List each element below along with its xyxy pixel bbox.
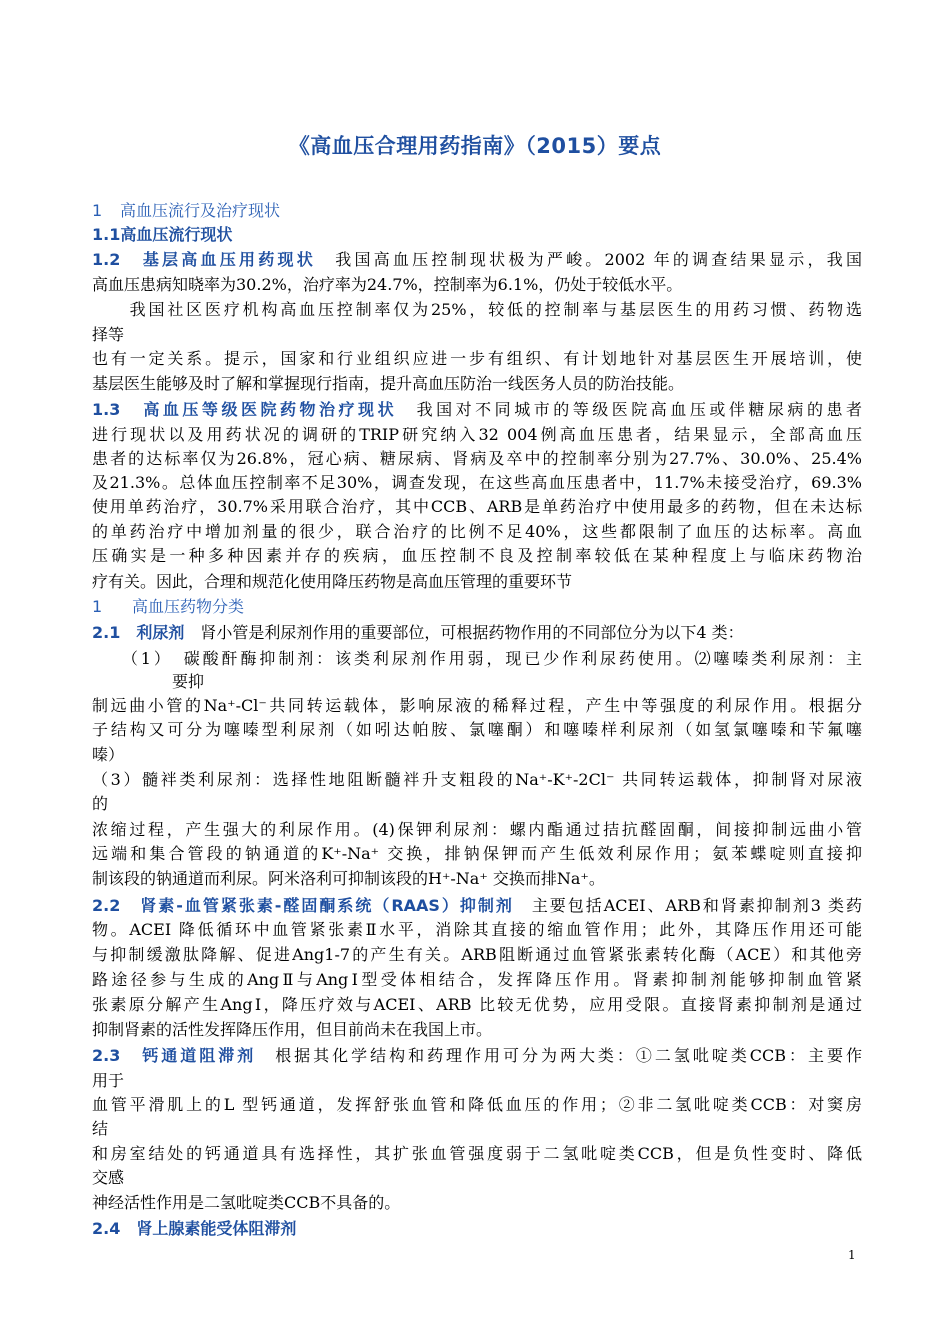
paragraph-text: 基层医生能够及时了解和掌握现行指南，提升高血压防治一线医务人员的防治技能。 xyxy=(92,374,685,393)
text-line-l2-2f xyxy=(92,1018,862,1042)
paragraph-text: 主要包括ACEI、ARB和肾素抑制剂3 类药 xyxy=(513,896,862,915)
page-number: 1 xyxy=(848,1248,856,1262)
paragraph-text: 使用单药治疗，30.7%采用联合治疗，其中CCB、ARB是单药治疗中使用最多的药物，但在未达标 xyxy=(92,497,862,516)
paragraph-text: 用于 xyxy=(92,1071,125,1090)
text-line-l1-3b xyxy=(92,423,862,447)
paragraph-text: 制远曲小管的Na⁺-Cl⁻共同转运载体，影响尿液的稀释过程，产生中等强度的利尿作用。根据分 xyxy=(92,696,862,715)
text-line-l1-3e xyxy=(92,495,862,519)
document-title: 《高血压合理用药指南》（2015）要点 xyxy=(288,134,662,158)
paragraph-text: 肾小管是利尿剂作用的重要部位，可根据药物作用的不同部位分为以下4 类： xyxy=(184,623,744,642)
text-line-l2-1j xyxy=(92,842,862,866)
section-title: 高血压流行及治疗现状 xyxy=(120,201,281,220)
paragraph-text: 的单药治疗中增加剂量的很少，联合治疗的比例不足40%，这些都限制了血压的达标率。高血 xyxy=(92,522,862,541)
paragraph-text: 制该段的钠通道而利尿。阿米洛利可抑制该段的H⁺-Na⁺ 交换而排Na⁺。 xyxy=(92,869,605,888)
paragraph-text: （3）髓袢类利尿剂：选择性地阻断髓袢升支粗段的Na⁺-K⁺-2Cl⁻ 共同转运载体，抑制肾对尿液 xyxy=(92,770,862,789)
section-number: 1 xyxy=(92,597,103,616)
paragraph-text: 患者的达标率仅为26.8%，冠心病、糖尿病、肾病及卒中的控制率分别为27.7%、30.0%、25.4% xyxy=(92,449,862,468)
text-line-l1-3g xyxy=(92,544,862,568)
paragraph-text: 的 xyxy=(92,794,109,813)
subsection-heading: 1.2 基层高血压用药现状 xyxy=(92,250,316,269)
text-line-l2-1b xyxy=(92,647,862,671)
text-line-l2-1h xyxy=(92,792,862,816)
paragraph-text: 血管平滑肌上的L 型钙通道，发挥舒张血管和降低血压的作用；②非二氢吡啶类CCB：对窦房 xyxy=(92,1095,862,1114)
subsection-heading: 2.4 肾上腺素能受体阻滞剂 xyxy=(92,1219,297,1238)
section-title: 高血压流行现状 xyxy=(120,225,233,244)
paragraph-text: 浓缩过程，产生强大的利尿作用。(4)保钾利尿剂：螺内酯通过拮抗醛固酮，间接抑制远曲小管 xyxy=(92,820,862,839)
paragraph-text: 抑制肾素的活性发挥降压作用，但目前尚未在我国上市。 xyxy=(92,1020,493,1039)
text-line-l2-2e xyxy=(92,993,862,1017)
paragraph-text: 物。ACEI 降低循环中血管紧张素Ⅱ水平，消除其直接的缩血管作用；此外，其降压作用还可能 xyxy=(92,920,862,939)
text-line-l2-2b xyxy=(92,918,862,942)
text-line-l2-3c xyxy=(92,1093,862,1117)
text-line-l2-3e xyxy=(92,1142,862,1166)
text-line-l2-3g xyxy=(92,1191,862,1215)
text-line-l2-1k xyxy=(92,867,862,891)
text-line-l2-3d xyxy=(92,1117,862,1141)
text-line-l1-2b xyxy=(92,273,862,297)
text-line-l1-2a xyxy=(92,248,862,272)
text-line-l1-3d xyxy=(92,471,862,495)
text-line-l1-2e xyxy=(92,347,862,371)
section-title: 高血压药物分类 xyxy=(132,597,245,616)
paragraph-text: 我国高血压控制现状极为严峻。2002 年的调查结果显示，我国 xyxy=(315,250,862,269)
text-line-l1-3a xyxy=(92,398,862,422)
paragraph-text: 及21.3%。总体血压控制率不足30%，调查发现，在这些高血压患者中，11.7%未接受治疗，69.3% xyxy=(92,473,862,492)
paragraph-text: 压确实是一种多种因素并存的疾病，血压控制不良及控制率较低在某种程度上与临床药物治 xyxy=(92,546,862,565)
paragraph-text: 路途径参与生成的AngⅡ与AngⅠ型受体相结合，发挥降压作用。肾素抑制剂能够抑制血管紧 xyxy=(92,970,862,989)
text-line-l2-1e xyxy=(92,718,862,742)
text-line-l2-1g xyxy=(92,768,862,792)
paragraph-text: 远端和集合管段的钠通道的K⁺-Na⁺ 交换，排钠保钾而产生低效利尿作用；氨苯蝶啶则直接抑 xyxy=(92,844,862,863)
text-line-l1-2c xyxy=(92,298,862,322)
section-heading-s1-1 xyxy=(92,223,862,247)
text-line-l2-2d xyxy=(92,968,862,992)
paragraph-text: 也有一定关系。提示，国家和行业组织应进一步有组织、有计划地针对基层医生开展培训，使 xyxy=(92,349,862,368)
text-line-l2-2a xyxy=(92,894,862,918)
text-line-l2-3b xyxy=(92,1069,862,1093)
text-line-l2-1i xyxy=(92,818,862,842)
paragraph-text: 子结构又可分为噻嗪型利尿剂（如吲达帕胺、氯噻酮）和噻嗪样利尿剂（如氢氯噻嗪和苄氟噻 xyxy=(92,720,862,739)
paragraph-text: 疗有关。因此，合理和规范化使用降压药物是高血压管理的重要环节 xyxy=(92,572,573,591)
paragraph-text: （1） 碳酸酐酶抑制剂：该类利尿剂作用弱，现已少作利尿药使用。⑵噻嗪类利尿剂：主 xyxy=(92,649,862,668)
section-heading-s1 xyxy=(92,199,862,223)
text-line-l2-1d xyxy=(92,694,862,718)
paragraph-text: 和房室结处的钙通道具有选择性，其扩张血管强度弱于二氢吡啶类CCB，但是负性变时、降低 xyxy=(92,1144,862,1163)
paragraph-text: 我国对不同城市的等级医院高血压或伴糖尿病的患者 xyxy=(397,400,862,419)
paragraph-text: 结 xyxy=(92,1119,109,1138)
section-number: 1 xyxy=(92,201,103,220)
paragraph-text: 我国社区医疗机构高血压控制率仅为25%，较低的控制率与基层医生的用药习惯、药物选 xyxy=(92,300,862,319)
text-line-l2-4 xyxy=(92,1217,862,1241)
paragraph-text: 根据其化学结构和药理作用可分为两大类：①二氢吡啶类CCB：主要作 xyxy=(256,1046,862,1065)
text-line-l2-1f xyxy=(92,743,862,767)
subsection-heading: 2.1 利尿剂 xyxy=(92,623,185,642)
text-line-l1-3f xyxy=(92,520,862,544)
subsection-heading: 1.3 高血压等级医院药物治疗现状 xyxy=(92,400,398,419)
subsection-heading: 2.3 钙通道阻滞剂 xyxy=(92,1046,257,1065)
paragraph-text: 张素原分解产生AngⅠ，降压疗效与ACEI、ARB 比较无优势，应用受限。直接肾素抑制剂是通过 xyxy=(92,995,862,1014)
paragraph-text: 要抑 xyxy=(92,672,205,691)
text-line-l2-3a xyxy=(92,1044,862,1068)
text-line-l1-2d xyxy=(92,323,862,347)
paragraph-text: 神经活性作用是二氢吡啶类CCB不具备的。 xyxy=(92,1193,401,1212)
text-line-l1-3h xyxy=(92,570,862,594)
paragraph-text: 嗪） xyxy=(92,745,125,764)
text-line-l2-2c xyxy=(92,943,862,967)
subsection-heading: 2.2 肾素-血管紧张素-醛固酮系统（RAAS）抑制剂 xyxy=(92,896,514,915)
paragraph-text: 与抑制缓激肽降解、促进Ang1-7的产生有关。ARB阻断通过血管紧张素转化酶（ACE）和其他旁 xyxy=(92,945,862,964)
text-line-l1-3c xyxy=(92,447,862,471)
paragraph-text: 高血压患病知晓率为30.2%，治疗率为24.7%，控制率为6.1%，仍处于较低水平。 xyxy=(92,275,683,294)
paragraph-text: 择等 xyxy=(92,325,125,344)
paragraph-text: 进行现状以及用药状况的调研的TRIP研究纳入32 004例高血压患者，结果显示，全部高血压 xyxy=(92,425,862,444)
text-line-l2-3f xyxy=(92,1166,862,1190)
section-number: 1.1 xyxy=(92,225,121,244)
text-line-l1-2f xyxy=(92,372,862,396)
section-heading-s2 xyxy=(92,595,862,619)
text-line-l2-1a xyxy=(92,621,862,645)
paragraph-text: 交感 xyxy=(92,1168,125,1187)
text-line-l2-1c xyxy=(92,670,862,694)
